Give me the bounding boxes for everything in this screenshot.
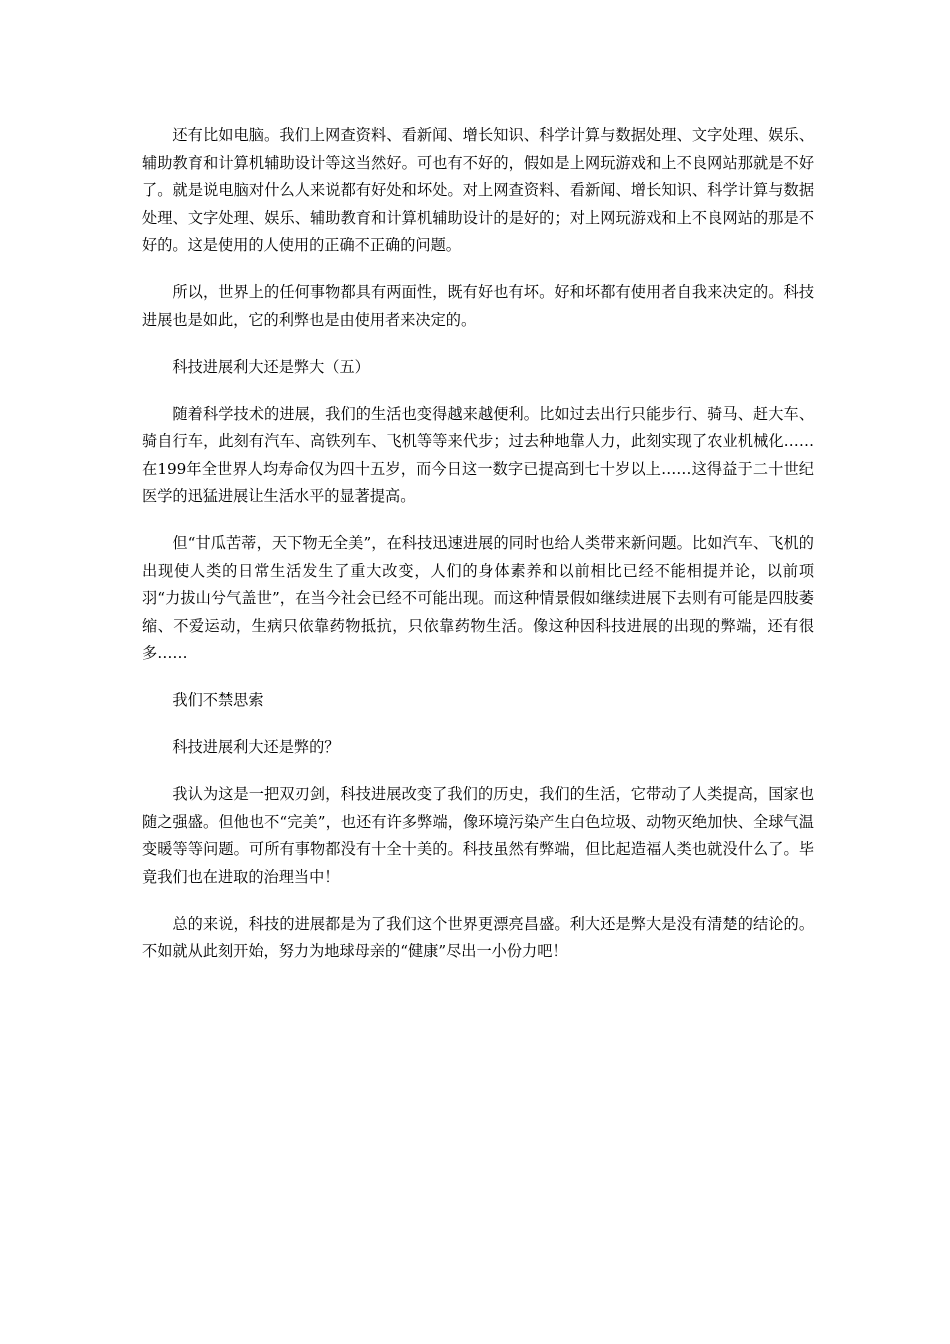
paragraph-question: 科技进展利大还是弊的？ [172, 738, 340, 756]
paragraph-convenience: 随着科学技术的进展，我们的生活也变得越来越便利。比如过去出行只能步行、骑马、赶大车、骑自行车，此刻有汽车、高铁列车、飞机等等来代步；过去种地靠人力，此刻实现了农业机械化……在199年全世界人均寿命仅为四十五岁，而今日这一数字已提高到七十岁以上……这得益于二十世纪医学的迅猛进展让生活水平的显著提高。 [142, 404, 814, 505]
section-heading: 科技进展利大还是弊大（五） [172, 357, 370, 376]
paragraph-reflection: 我们不禁思索 [172, 691, 264, 709]
paragraph-two-sides: 所以，世界上的任何事物都具有两面性，既有好也有坏。好和坏都有使用者自我来决定的。科技进展也是如此，它的利弊也是由使用者来决定的。 [142, 283, 814, 329]
paragraph-double-edged-sword: 我认为这是一把双刃剑，科技进展改变了我们的历史，我们的生活，它带动了人类提高，国家也随之强盛。但他也不“完美”，也还有许多弊端，像环境污染产生白色垃圾、动物灭绝加快、全球气温变暖等等问题。可所有事物都没有十全十美的。科技虽然有弊端，但比起造福人类也就没什么了。毕竟我们也在进取的治理当中！ [142, 785, 814, 886]
paragraph-conclusion: 总的来说，科技的进展都是为了我们这个世界更漂亮昌盛。利大还是弊大是没有清楚的结论的。不如就从此刻开始，努力为地球母亲的“健康”尽出一小份力吧！ [142, 914, 814, 960]
document-body [142, 122, 814, 985]
paragraph-computer-example: 还有比如电脑。我们上网查资料、看新闻、增长知识、科学计算与数据处理、文字处理、娱乐、辅助教育和计算机辅助设计等这当然好。可也有不好的，假如是上网玩游戏和上不良网站那就是不好了。就是说电脑对什么人来说都有好处和坏处。对上网查资料、看新闻、增长知识、科学计算与数据处理、文字处理、娱乐、辅助教育和计算机辅助设计的是好的；对上网玩游戏和上不良网站的那是不好的。这是使用的人使用的正确不正确的问题。 [142, 126, 814, 254]
paragraph-new-problems: 但“甘瓜苦蒂，天下物无全美”，在科技迅速进展的同时也给人类带来新问题。比如汽车、飞机的出现使人类的日常生活发生了重大改变，人们的身体素养和以前相比已经不能相提并论，以前项羽“力拔山兮气盖世”，在当今社会已经不可能出现。而这种情景假如继续进展下去则有可能是四肢萎缩、不爱运动，生病只依靠药物抵抗，只依靠药物生活。像这种因科技进展的出现的弊端，还有很多…… [142, 534, 814, 662]
